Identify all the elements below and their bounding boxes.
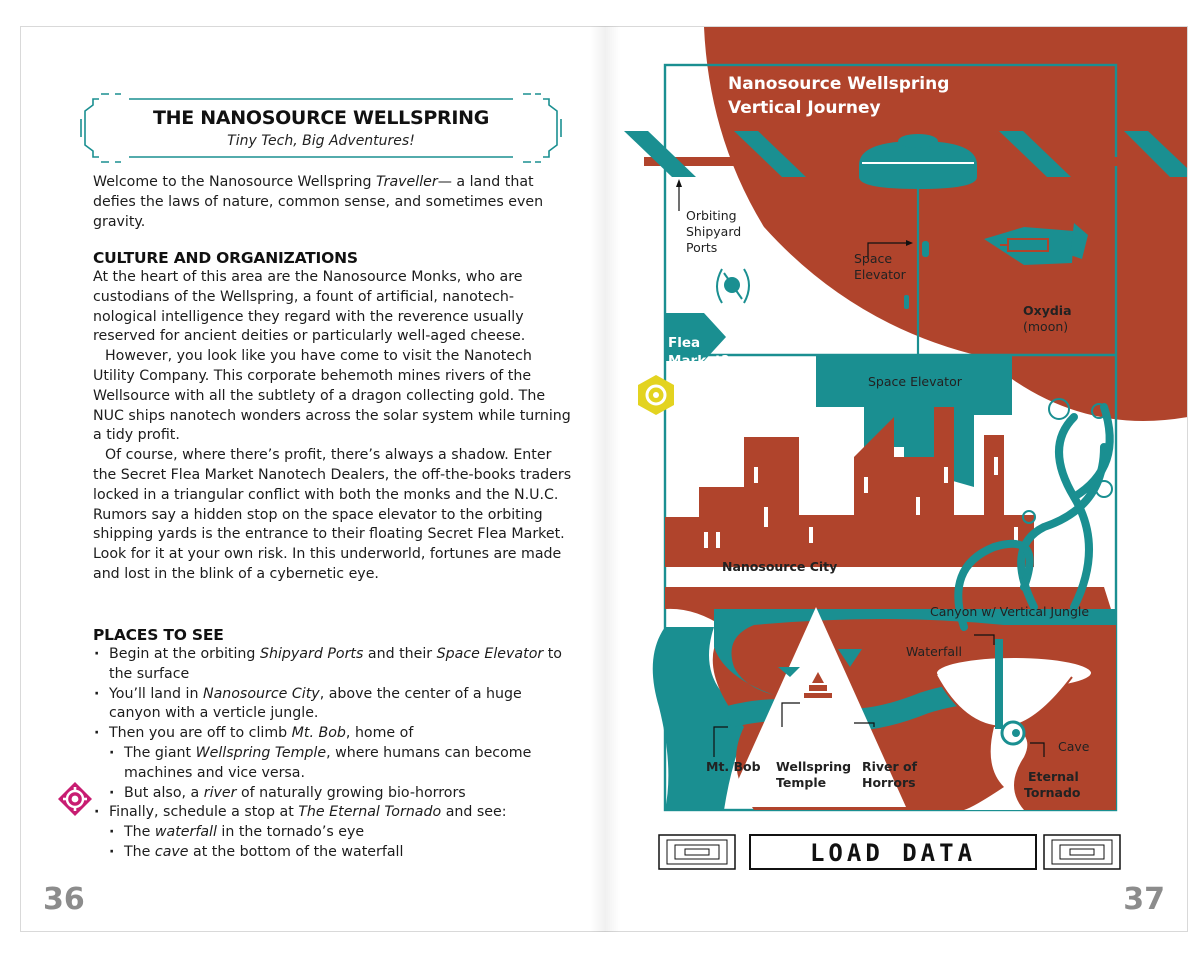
map-title-1: Nanosource Wellspring bbox=[728, 74, 950, 94]
label-waterfall: Waterfall bbox=[906, 644, 962, 659]
culture-heading: CULTURE AND ORGANIZATIONS bbox=[93, 249, 358, 267]
culture-paragraph-1: At the heart of this area are the Nanosource Monks, who are custodians of the Wellspring, a fount of artificial, nanotech-nological intelligence they regard with the reverence usually reserved for ancient deities or particularly well-aged cheese. bbox=[93, 269, 526, 345]
label-tornado-1: Eternal bbox=[1028, 769, 1079, 784]
page-number-right: 37 bbox=[1123, 882, 1165, 917]
list-item: · Finally, schedule a stop at The Eternal Tornado and see: bbox=[93, 803, 573, 823]
list-item: · The giant Wellspring Temple, where humans can become machines and vice versa. bbox=[93, 744, 573, 784]
label-mt-bob: Mt. Bob bbox=[706, 759, 761, 774]
elevator-car-lower bbox=[904, 295, 909, 309]
list-item: · Then you are off to climb Mt. Bob, home of bbox=[93, 724, 573, 744]
culture-section bbox=[93, 248, 573, 585]
label-temple-2: Temple bbox=[776, 775, 827, 790]
label-orbiting-1: Orbiting bbox=[686, 208, 737, 223]
list-item: · Begin at the orbiting Shipyard Ports and their Space Elevator to the surface bbox=[93, 645, 573, 685]
label-flea-2: Market? bbox=[668, 353, 730, 369]
list-item: · You’ll land in Nanosource City, above the center of a huge canyon with a verticle jungle. bbox=[93, 685, 573, 725]
list-item: · But also, a river of naturally growing bio-horrors bbox=[93, 784, 573, 804]
hexagon-badge-icon bbox=[638, 375, 674, 415]
label-city: Nanosource City bbox=[722, 559, 838, 574]
label-oxydia: Oxydia bbox=[1023, 303, 1072, 318]
gear-badge-icon bbox=[57, 781, 93, 817]
jungle-spirals bbox=[1023, 399, 1112, 523]
intro-emphasis: Traveller bbox=[376, 174, 438, 190]
load-data-bar[interactable] bbox=[659, 835, 1120, 869]
intro-paragraph bbox=[93, 173, 573, 232]
label-river-2: Horrors bbox=[862, 775, 916, 790]
culture-paragraph-2: However, you look like you have come to visit the Nanotech Utility Company. This corporate behemoth mines rivers of the Wellsource with all the subtlety of a dragon collecting gold. The NUC ships nanotech wonders across the solar system while turning a tidy profit. bbox=[93, 348, 571, 444]
intro-text-2: — a land that defies the laws of nature, common sense, and sometimes even gravity. bbox=[93, 174, 544, 230]
label-orbiting-3: Ports bbox=[686, 240, 718, 255]
label-space-elevator-mid: Space Elevator bbox=[868, 374, 962, 389]
label-canyon: Canyon w/ Vertical Jungle bbox=[930, 604, 1090, 619]
page-title: THE NANOSOURCE WELLSPRING bbox=[152, 107, 489, 129]
load-data-label: LOAD DATA bbox=[809, 839, 977, 867]
nanosource-city bbox=[665, 407, 1034, 567]
label-space-elevator-top-2: Elevator bbox=[854, 267, 906, 282]
page-number-left: 36 bbox=[43, 882, 85, 917]
label-river-1: River of bbox=[862, 759, 918, 774]
spiral-tunnel-icon bbox=[659, 835, 735, 869]
culture-paragraph-3: Of course, where there’s profit, there’s always a shadow. Enter the Secret Flea Market Nanotech Dealers, the off-the-books traders locked in a triangular conflict with both the monks and the N.U.C. Rumors say a hidden stop on the space elevator to the orbiting shipping yards is the entrance to their floating Secret Flea Market. Look for it at your own risk. In this underworld, fortunes are made and lost in the blink of a cybernetic eye. bbox=[93, 447, 572, 582]
right-page bbox=[604, 26, 1188, 932]
left-page bbox=[20, 26, 604, 932]
label-cave: Cave bbox=[1058, 739, 1090, 754]
title-box bbox=[79, 93, 563, 163]
label-flea-1: Flea bbox=[668, 335, 701, 351]
places-section bbox=[93, 625, 573, 863]
satellite-icon bbox=[717, 269, 749, 303]
label-temple-1: Wellspring bbox=[776, 759, 852, 774]
label-tornado-2: Tornado bbox=[1024, 785, 1081, 800]
places-heading: PLACES TO SEE bbox=[93, 626, 224, 644]
list-item: · The cave at the bottom of the waterfall bbox=[93, 843, 573, 863]
spiral-tunnel-icon bbox=[1044, 835, 1120, 869]
label-moon: (moon) bbox=[1023, 319, 1069, 334]
page-subtitle: Tiny Tech, Big Adventures! bbox=[227, 133, 415, 149]
elevator-car bbox=[922, 241, 929, 257]
places-list bbox=[93, 645, 573, 863]
map-title-2: Vertical Journey bbox=[728, 98, 881, 118]
label-space-elevator-top-1: Space bbox=[854, 251, 893, 266]
intro-text: Welcome to the Nanosource Wellspring bbox=[93, 174, 377, 190]
vertical-journey-map bbox=[604, 27, 1188, 932]
label-orbiting-2: Shipyard bbox=[686, 224, 742, 239]
list-item: · The waterfall in the tornado’s eye bbox=[93, 823, 573, 843]
